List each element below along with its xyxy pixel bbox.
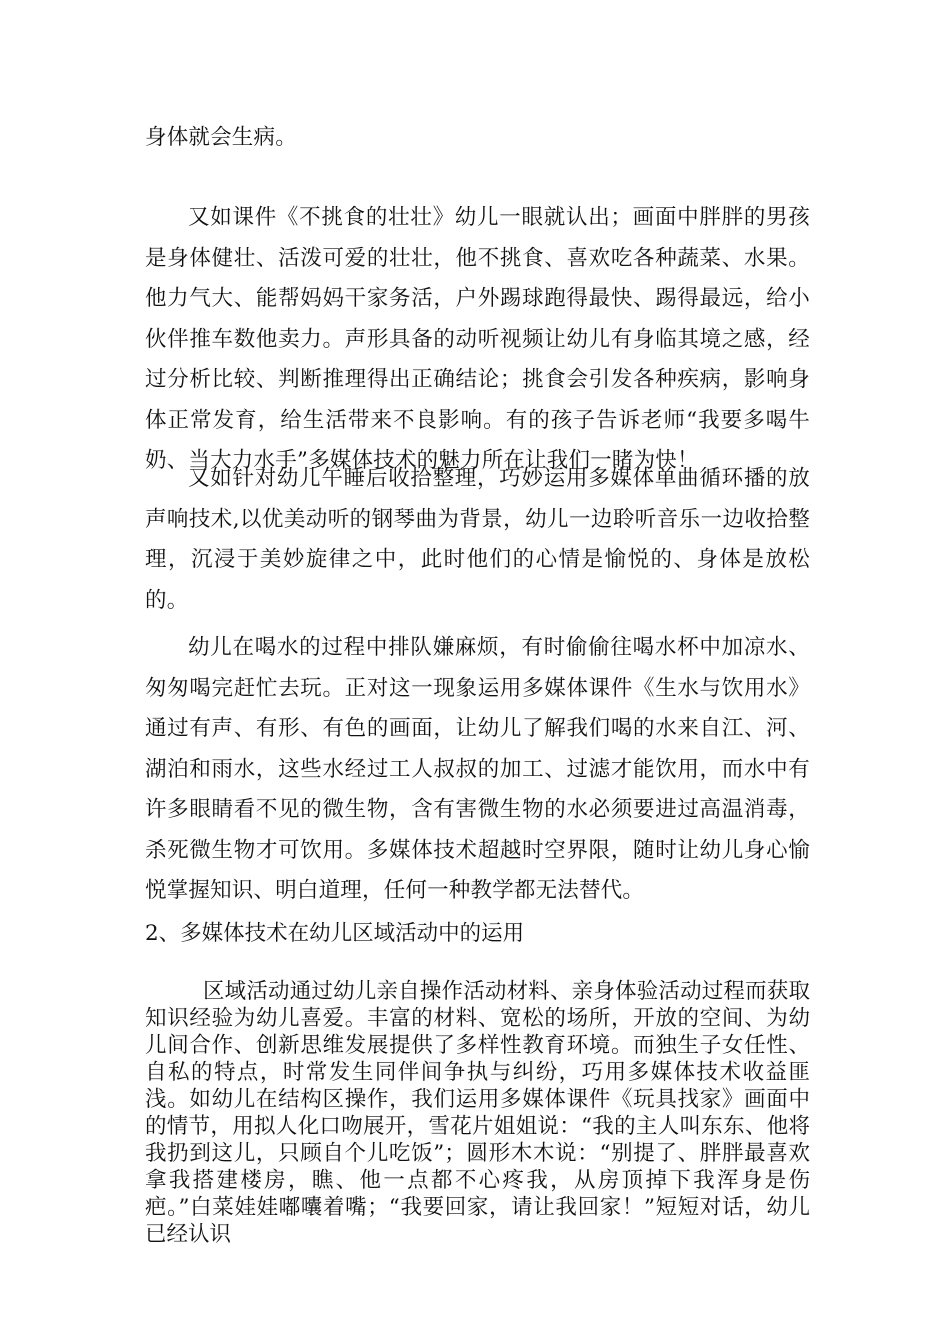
paragraph-continuation: 身体就会生病。 — [145, 125, 297, 150]
paragraph-drinking-water-courseware: 幼儿在喝水的过程中排队嫌麻烦，有时偷偷往喝水杯中加凉水、匆匆喝完赶忙去玩。正对这一现象运用多媒体课件《生水与饮用水》通过有声、有形、有色的画面，让幼儿了解我们喝的水来自江、河、湖泊和雨水，这些水经过工人叔叔的加工、过滤才能饮用，而水中有许多眼睛看不见的微生物，含有害微生物的水必须要进过高温消毒，杀死微生物才可饮用。多媒体技术超越时空界限，随时让幼儿身心愉悦掌握知识、明白道理，任何一种教学都无法替代。 — [145, 635, 810, 903]
paragraph-picky-eater-courseware: 又如课件《不挑食的壮壮》幼儿一眼就认出；画面中胖胖的男孩是身体健壮、活泼可爱的壮壮，他不挑食、喜欢吃各种蔬菜、水果。他力气大、能帮妈妈干家务活，户外踢球跑得最快、踢得最远，给小伙伴推车数他卖力。声形具备的动听视频让幼儿有身临其境之感，经过分析比较、判断推理得出正确结论；挑食会引发各种疾病，影响身体正常发育，给生活带来不良影响。有的孩子告诉老师“我要多喝牛奶、当大力水手”多媒体技术的魅力所在让我们一睹为快！ — [145, 205, 810, 473]
paragraph-area-activities: 区域活动通过幼儿亲自操作活动材料、亲身体验活动过程而获取知识经验为幼儿喜爱。丰富的材料、宽松的场所，开放的空间、为幼儿间合作、创新思维发展提供了多样性教育环境。而独生子女任性、自私的特点，时常发生同伴间争执与纠纷，巧用多媒体技术收益匪浅。如幼儿在结构区操作，我们运用多媒体课件《玩具找家》画面中的情节，用拟人化口吻展开，雪花片姐姐说：“我的主人叫东东、他将我扔到这儿，只顾自个儿吃饭”；圆形木木说：“别提了、胖胖最喜欢拿我搭建楼房，瞧、他一点都不心疼我，从房顶掉下我浑身是伤疤。”白菜娃娃嘟囔着嘴；“我要回家，请让我回家！”短短对话，幼儿已经认识 — [145, 979, 810, 1247]
paragraph-nap-tidying-music: 又如针对幼儿午睡后收拾整理，巧妙运用多媒体单曲循环播的放声响技术,以优美动听的钢琴曲为背景，幼儿一边聆听音乐一边收拾整理，沉浸于美妙旋律之中，此时他们的心情是愉悦的、身体是放松的。 — [145, 466, 810, 613]
section-heading: 2、多媒体技术在幼儿区域活动中的运用 — [145, 921, 525, 946]
